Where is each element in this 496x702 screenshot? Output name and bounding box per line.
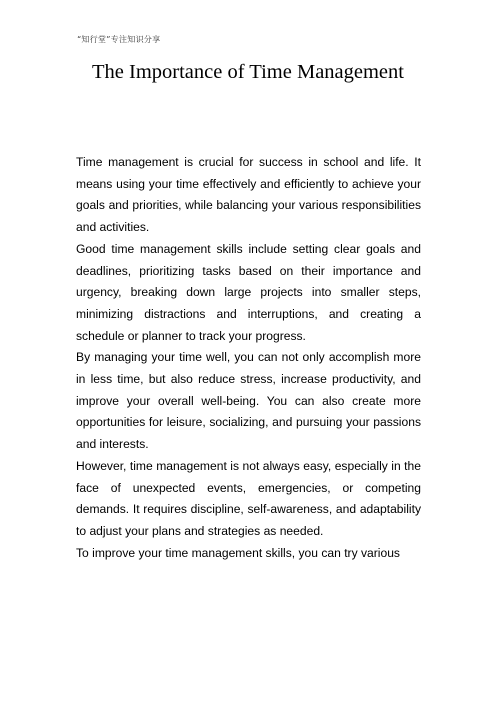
paragraph: To improve your time management skills, you can try various xyxy=(76,545,400,560)
document-title: The Importance of Time Management xyxy=(92,61,404,83)
paragraph: Time management is crucial for success in school and life. It means using your time effectively and efficiently to achieve your goals and priorities, while balancing your various responsibilities and activities. xyxy=(76,155,421,235)
document-body xyxy=(76,152,421,564)
header-note: “知行堂”专注知识分享 xyxy=(77,35,161,44)
paragraph: By managing your time well, you can not only accomplish more in less time, but also reduce stress, increase productivity, and improve your overall well-being. You can also create more opportunities for leisure, socializing, and pursuing your passions and interests. xyxy=(76,350,421,452)
paragraph: However, time management is not always easy, especially in the face of unexpected events, emergencies, or competing demands. It requires discipline, self-awareness, and adaptability to adjust your plans and strategies as needed. xyxy=(76,458,421,538)
paragraph: Good time management skills include setting clear goals and deadlines, prioritizing tasks based on their importance and urgency, breaking down large projects into smaller steps, minimizing distractions and interruptions, and creating a schedule or planner to track your progress. xyxy=(76,241,421,343)
